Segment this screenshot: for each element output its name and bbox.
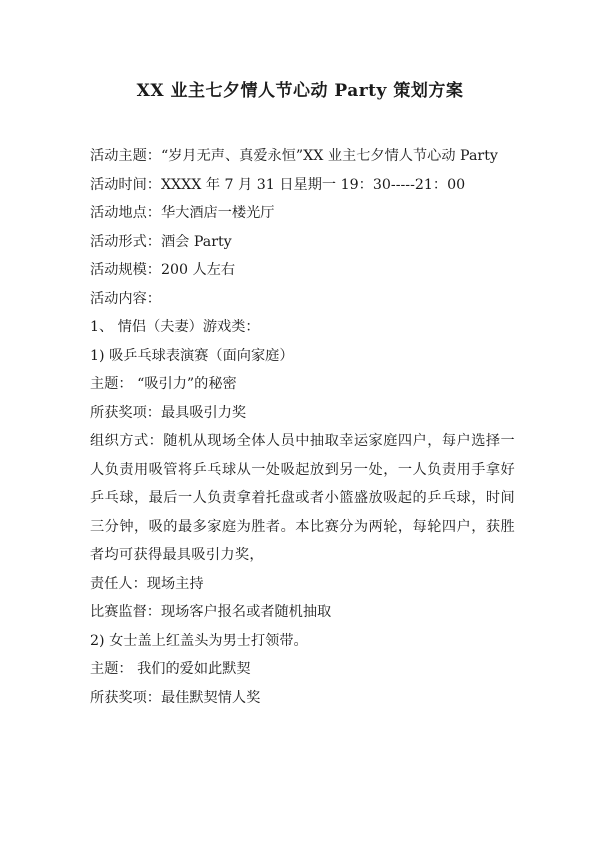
game-1-title: 1) 吸乒乓球表演赛（面向家庭） [90,347,294,364]
game-1-organization-paragraph: 组织方式：随机从现场全体人员中抽取幸运家庭四户，每户选择一人负责用吸管将乒乓球从一处吸起放到另一处，一人负责用手拿好乒乓球，最后一人负责拿着托盘或者小篮盛放吸起的乒乓球，时间三分钟，吸的最多家庭为胜者。本比赛分为两轮，每轮四户，获胜者均可获得最具吸引力奖， [90,433,515,563]
activity-theme: 活动主题：“岁月无声、真爱永恒”XX 业主七夕情人节心动 Party [90,148,498,164]
activity-location: 活动地点：华大酒店一楼光厅 [90,205,275,221]
game-1-theme: 主题： “吸引力”的秘密 [90,376,237,392]
activity-time: 活动时间：XXXX 年 7 月 31 日星期一 19：30-----21：00 [90,176,466,193]
game-1-responsible-person: 责任人：现场主持 [90,575,204,592]
activity-scale: 活动规模：200 人左右 [90,262,236,278]
game-1-award: 所获奖项：最具吸引力奖 [90,404,247,421]
activity-content-heading: 活动内容： [90,290,161,307]
activity-format: 活动形式：酒会 Party [90,233,232,250]
game-2-title: 2) 女士盖上红盖头为男士打领带。 [90,632,308,649]
section-heading-couple-games: 1、 情侣（夫妻）游戏类： [90,319,260,335]
game-2-award: 所获奖项：最佳默契情人奖 [90,689,261,706]
document-title: XX 业主七夕情人节心动 Party 策划方案 [136,81,464,101]
document-body [90,142,515,712]
game-1-supervision: 比赛监督：现场客户报名或者随机抽取 [90,604,332,620]
game-2-theme: 主题： 我们的爱如此默契 [90,661,251,677]
